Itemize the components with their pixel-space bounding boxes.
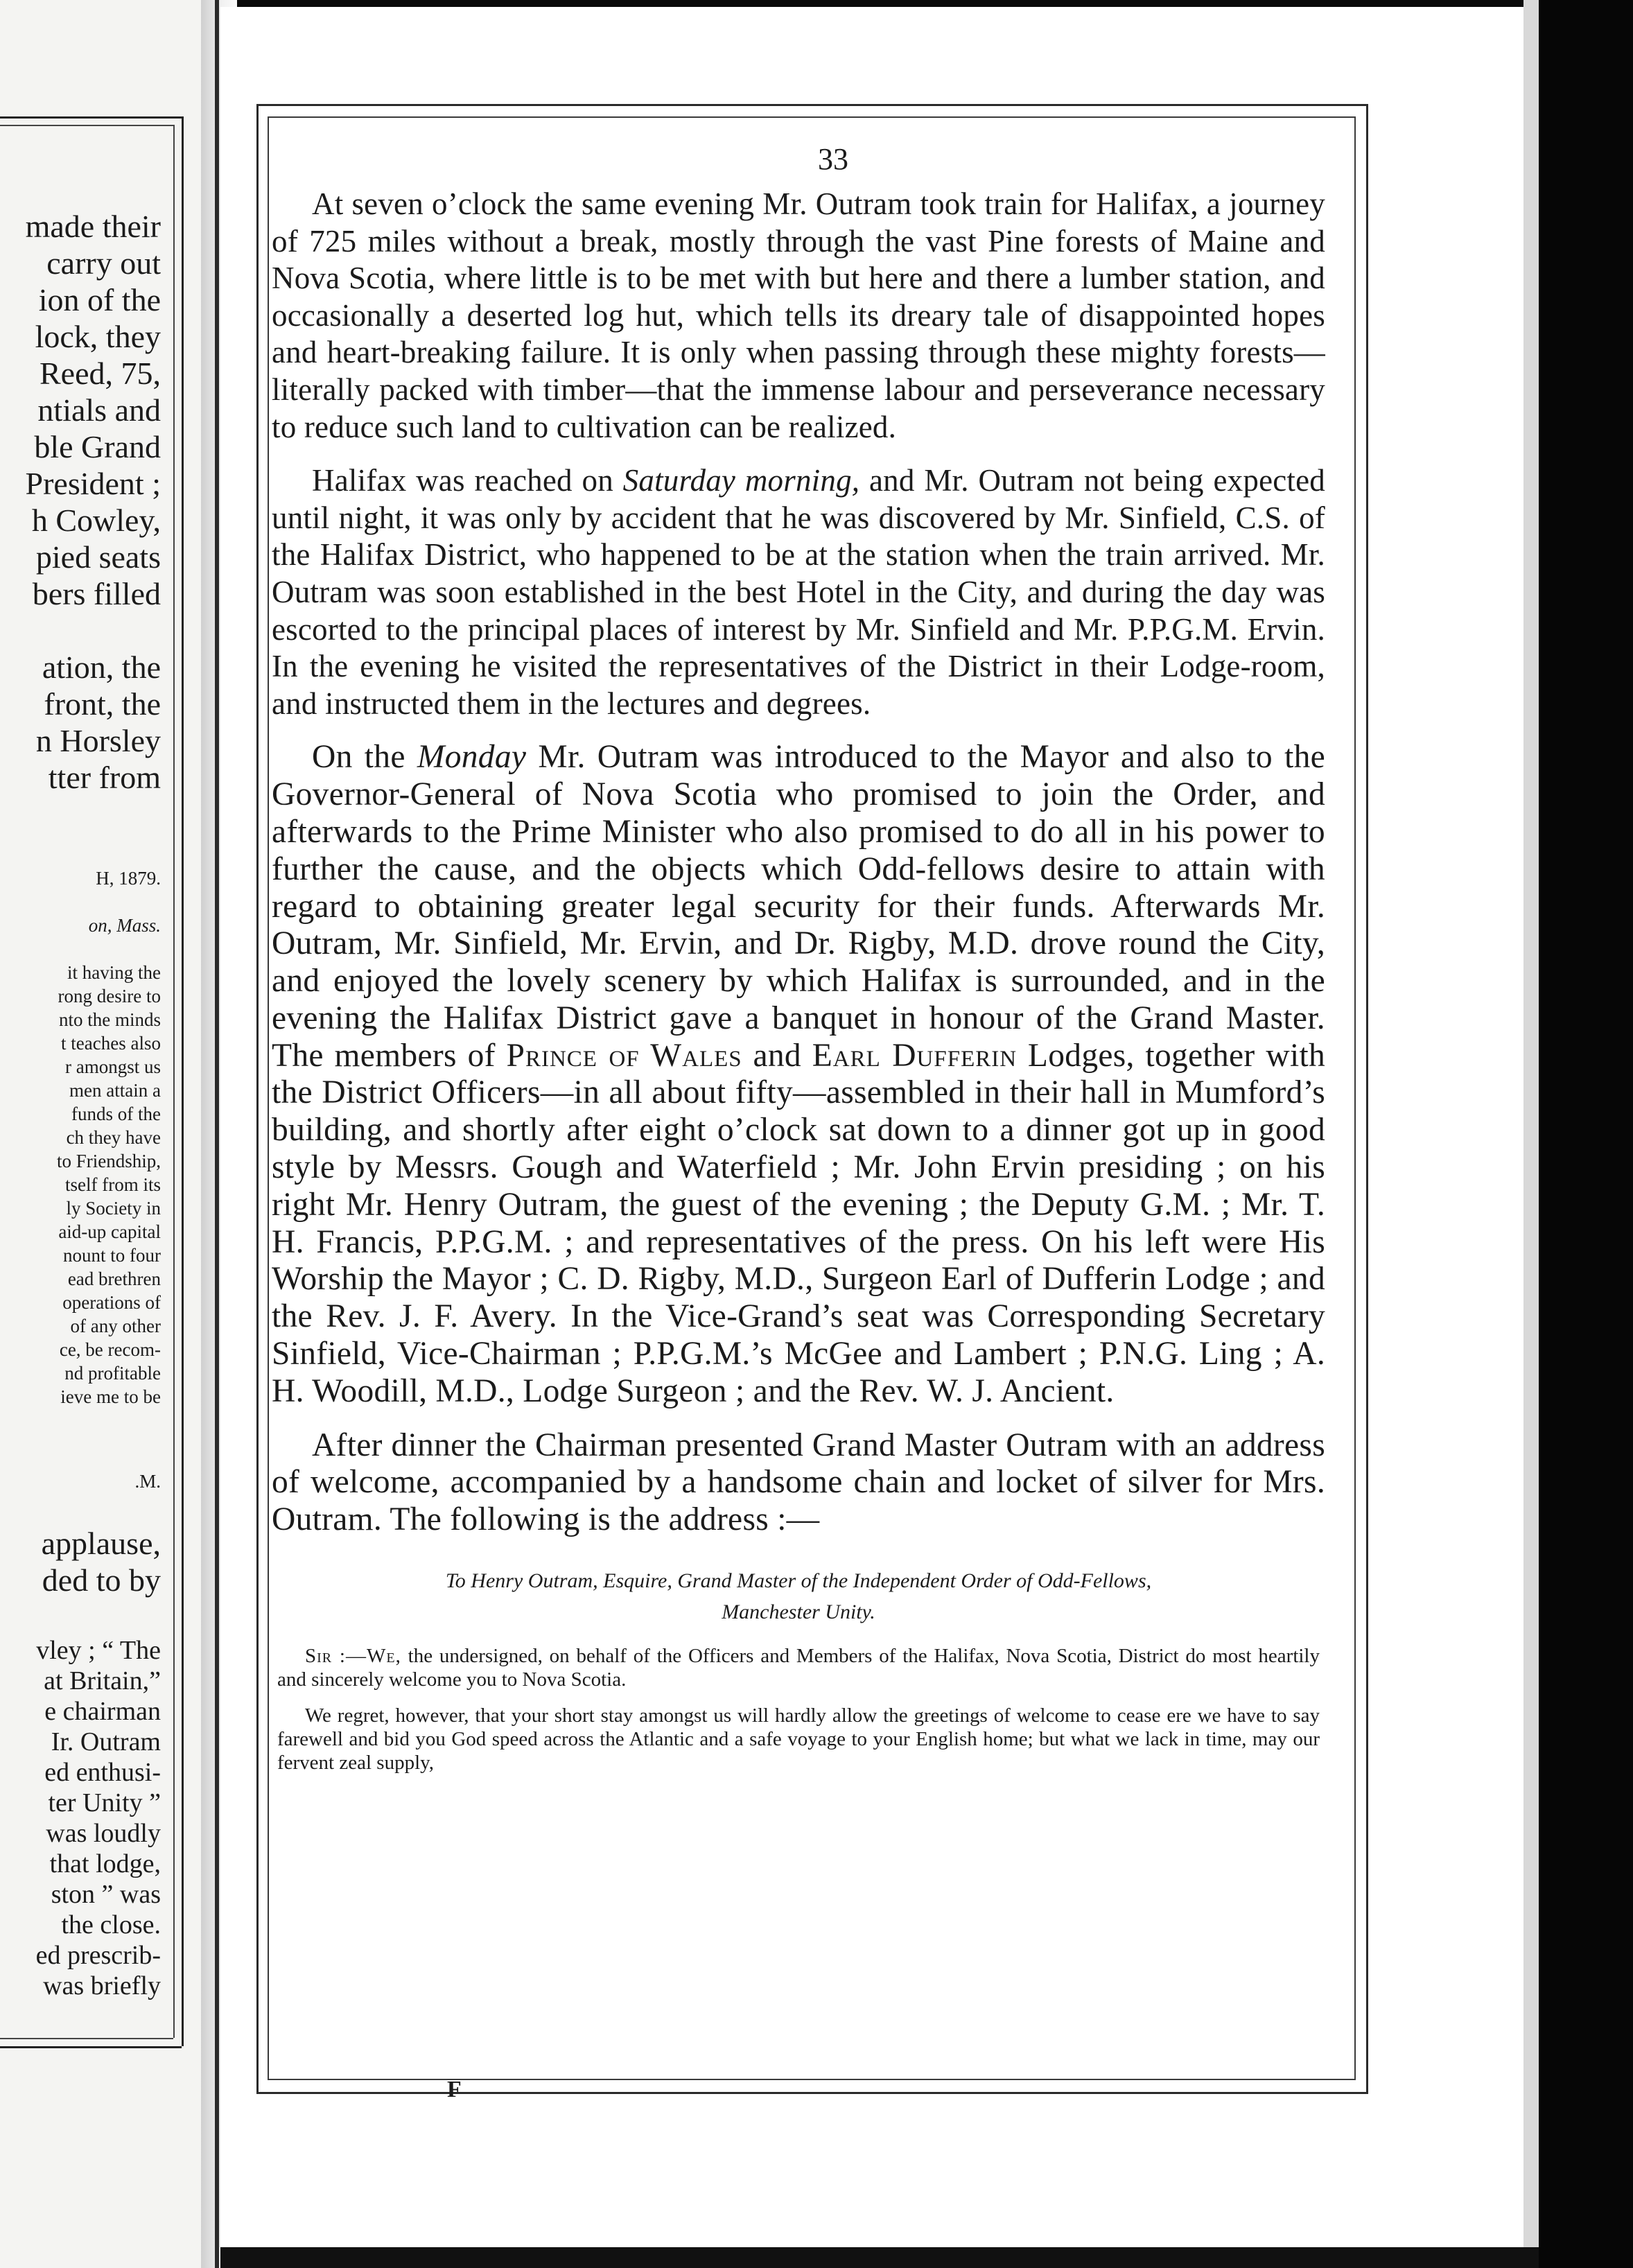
left-line: n Horsley — [35, 723, 161, 758]
left-line: aid-up capital — [58, 1221, 161, 1242]
left-line: on, Mass. — [88, 915, 161, 936]
lodge-name: Earl Dufferin — [812, 1037, 1018, 1074]
left-line: it having the — [67, 962, 161, 983]
left-line: H, 1879. — [96, 868, 161, 889]
left-frame-rule — [173, 125, 175, 2038]
left-line: carry out — [46, 245, 161, 281]
lodge-name: Prince of Wales — [506, 1037, 742, 1074]
left-line: ter Unity ” — [48, 1788, 161, 1817]
left-line: made their — [25, 209, 161, 244]
page-content — [272, 139, 1325, 1787]
address-heading-line: Manchester Unity. — [722, 1600, 875, 1624]
previous-page-fragment — [0, 0, 201, 2268]
left-line: at Britain,” — [44, 1666, 161, 1695]
paragraph-address-intro: After dinner the Chairman presented Grand Master Outram with an address of welcome, accompanied by a handsome chain and locket of silver for Mrs. Outram. The following is the address :— — [272, 1427, 1325, 1538]
left-line: .M. — [134, 1471, 161, 1492]
left-line: lock, they — [35, 319, 161, 354]
left-line: vley ; “ The — [36, 1636, 161, 1665]
left-line: that lodge, — [49, 1849, 161, 1878]
left-page-signoff — [0, 1469, 161, 1493]
left-line — [0, 890, 161, 914]
left-line: h Cowley, — [31, 503, 161, 538]
printer-signature-mark: F — [447, 2077, 462, 2102]
page-edge-shadow — [1523, 0, 1539, 2268]
text-run: Halifax was reached on — [312, 463, 623, 498]
left-line: applause, — [41, 1526, 161, 1561]
left-line: was briefly — [43, 1971, 161, 2000]
left-line: ch they have — [66, 1127, 161, 1148]
address-paragraph-2: We regret, however, that your short stay amongst us will hardly allow the greetings of welcome to cease ere we have to say farewell and bid you God speed across the Atlantic and a safe voyage to your English home; but what we lack in time, may our fervent zeal supply, — [277, 1704, 1320, 1774]
left-page-text-block-1 — [0, 208, 161, 796]
left-line: rong desire to — [58, 986, 161, 1006]
left-line: front, the — [44, 686, 161, 722]
address-heading-line: To Henry Outram, Esquire, Grand Master of the Independent Order of Odd-Fellows, — [445, 1569, 1152, 1593]
left-frame-rule — [0, 2046, 182, 2048]
left-line: ed prescrib- — [35, 1941, 161, 1970]
left-line: r amongst us — [65, 1056, 161, 1077]
left-line: operations of — [62, 1292, 161, 1313]
left-line: men attain a — [69, 1080, 161, 1101]
left-line: pied seats — [35, 539, 161, 575]
binding-edge — [215, 0, 219, 2268]
text-run: Mr. Outram was introduced to the Mayor and also to the Governor-General of Nova Scotia who promised to join the Order, and afterwards to the Prime Minister who also promised to do all in his power to further the cause, and the objects which Odd-fellows desire to attain with regard to obtaining greater legal security for their funds. Afterwards Mr. Outram, Mr. Sinfield, Mr. Ervin, and Dr. Rigby, M.D. drove round the City, and enjoyed the lovely scenery by which Halifax is surrounded, and in the evening the Halifax District gave a banquet in honour of the Grand Master. The members of — [272, 739, 1325, 1074]
text-run: the undersigned, on behalf of the Officers and Members of the Halifax, Nova Scotia, District do most heartily and sincerely welcome you to Nova Scotia. — [277, 1645, 1320, 1691]
left-frame-rule — [0, 116, 182, 119]
left-line: ble Grand — [34, 429, 161, 464]
text-run: and — [742, 1037, 812, 1074]
left-line: the close. — [61, 1910, 161, 1939]
text-run: and Mr. Outram not being expected until night, it was only by accident that he was discovered by Mr. Sinfield, C.S. of the Halifax District, who happened to be at the station when the train arrived. Mr. Outram was soon established in the best Hotel in the City, and during the day was escorted to the principal places of interest by Mr. Sinfield and Mr. P.P.G.M. Ervin. In the evening he visited the representatives of the District in their Lodge-room, and instructed them in the lectures and degrees. — [272, 463, 1325, 721]
text-run: On the — [312, 739, 417, 776]
left-line: ce, be recom- — [59, 1339, 161, 1360]
left-line: e chairman — [44, 1697, 161, 1726]
left-line: nount to four — [63, 1245, 161, 1266]
left-line: ion of the — [38, 282, 161, 317]
italic-text: Saturday morning, — [622, 463, 860, 498]
text-run: Lodges, together with the District Officers—in all about fifty—assembled in their hall in Mumford’s building, and shortly after eight o’clock sat down to a dinner got up in good style by Messrs. Gough and Waterfield ; Mr. John Ervin presiding ; on his right Mr. Henry Outram, the guest of the evening ; the Deputy G.M. ; Mr. T. H. Francis, P.P.G.M. ; and representatives of the press. On his left were His Worship the Mayor ; C. D. Rigby, M.D., Surgeon Earl of Dufferin Lodge ; and the Rev. J. F. Avery. In the Vice-Grand’s seat was Corresponding Secretary Sinfield, Vice-Chairman ; P.P.G.M.’s McGee and Lambert ; P.N.G. Ling ; A. H. Woodill, M.D., Lodge Surgeon ; and the Rev. W. J. Ancient. — [272, 1037, 1325, 1409]
left-line — [0, 612, 161, 649]
left-line: to Friendship, — [56, 1151, 161, 1171]
scanner-background-bottom — [220, 2247, 1539, 2268]
left-line: Reed, 75, — [39, 356, 161, 391]
left-line — [0, 1598, 161, 1635]
left-line: of any other — [70, 1316, 161, 1336]
paragraph-halifax-arrival — [272, 462, 1325, 722]
left-frame-rule — [0, 2038, 173, 2039]
left-line: t teaches also — [61, 1033, 161, 1054]
scanner-background-right — [1539, 0, 1633, 2268]
left-line: ly Society in — [66, 1198, 161, 1219]
page-number: 33 — [818, 142, 848, 176]
left-line: nto the minds — [59, 1009, 161, 1030]
left-line: nd profitable — [64, 1363, 161, 1384]
left-line: ieve me to be — [60, 1386, 161, 1407]
salutation: Sir :—We, — [305, 1645, 401, 1668]
left-line: ded to by — [42, 1562, 161, 1598]
left-page-letter-block — [0, 866, 161, 1408]
address-heading — [286, 1565, 1311, 1628]
address-paragraph-1 — [277, 1644, 1320, 1691]
left-frame-rule — [0, 125, 173, 126]
italic-text: Monday — [417, 739, 527, 776]
left-line: President ; — [25, 466, 161, 501]
left-page-text-block-2 — [0, 1525, 161, 2001]
left-line: tter from — [48, 760, 161, 795]
left-frame-rule — [182, 116, 184, 2046]
left-line: funds of the — [71, 1104, 161, 1124]
left-line: ation, the — [42, 649, 161, 685]
left-line — [0, 937, 161, 961]
paragraph-banquet — [272, 739, 1325, 1410]
left-line: bers filled — [32, 576, 161, 611]
left-line: Ir. Outram — [51, 1727, 161, 1756]
left-line: ed enthusi- — [44, 1758, 161, 1787]
left-line: ntials and — [37, 392, 161, 428]
left-line: was loudly — [46, 1819, 161, 1848]
paragraph-journey: At seven o’clock the same evening Mr. Outram took train for Halifax, a journey of 725 miles without a break, mostly through the vast Pine forests of Maine and Nova Scotia, where little is to be met with but here and there a lumber station, and occasionally a deserted log hut, which tells its dreary tale of disappointed hopes and heart-breaking failure. It is only when passing through these mighty forests—literally packed with timber—that the immense labour and perseverance necessary to reduce such land to cultivation can be realized. — [272, 186, 1325, 444]
left-line: ston ” was — [51, 1880, 161, 1909]
left-line: ead brethren — [67, 1268, 161, 1289]
left-line: tself from its — [65, 1174, 161, 1195]
